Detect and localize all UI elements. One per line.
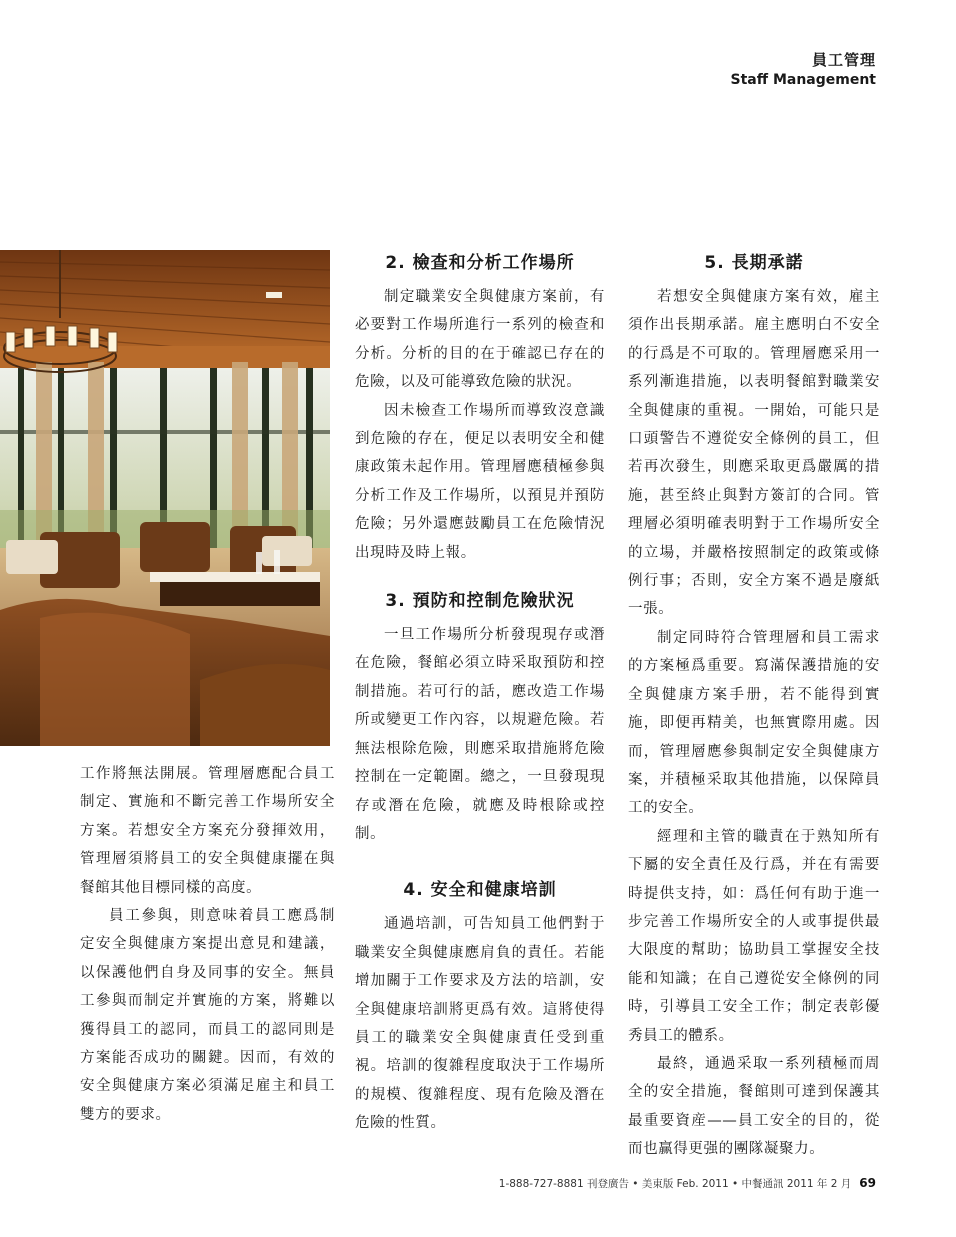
section-tag	[731, 50, 877, 90]
page-number: 69	[859, 1176, 876, 1190]
paragraph: 制定同時符合管理層和員工需求的方案極爲重要。寫滿保護措施的安全與健康方案手册，若不能得到實施，即便再精美，也無實際用處。因而，管理層應參與制定安全與健康方案，并積極采取其他措施，以保障員工的安全。	[628, 629, 880, 817]
section-title-zh: 員工管理	[811, 51, 876, 69]
paragraph: 制定職業安全與健康方案前，有必要對工作場所進行一系列的檢查和分析。分析的目的在于確認已存在的危險，以及可能導致危險的狀況。	[355, 289, 605, 391]
paragraph: 若想安全與健康方案有效，雇主須作出長期承諾。雇主應明白不安全的行爲是不可取的。管理層應采用一系列漸進措施，以表明餐館對職業安全與健康的重視。一開始，可能只是口頭警告不遵從安全條例的員工，但若再次發生，則應采取更爲嚴厲的措施，甚至終止與對方簽訂的合同。管理層必須明確表明對于工作場所安全的立場，并嚴格按照制定的政策或條例行事；否則，安全方案不過是廢紙一張。	[628, 289, 880, 618]
paragraph: 經理和主管的職責在于熟知所有下屬的安全責任及行爲，并在有需要時提供支持，如：爲任何有助于進一步完善工作場所安全的人或事提供最大限度的幫助；協助員工掌握安全技能和知識；在自己遵從安全條例的同時，引導員工安全工作；制定表彰優秀員工的體系。	[628, 828, 880, 1044]
right-column	[628, 243, 880, 1164]
heading-section-5: 5. 長期承諾	[704, 253, 804, 273]
footer-text: 1-888-727-8881 刊登廣告 • 美東版 Feb. 2011 • 中餐通訊 2011 年 2 月	[498, 1178, 852, 1190]
section-title-en: Staff Management	[730, 72, 876, 88]
heading-section-2: 2. 檢查和分析工作場所	[385, 253, 575, 273]
middle-column	[355, 243, 605, 1138]
paragraph: 員工參與，則意味着員工應爲制定安全與健康方案提出意見和建議，以保護他們自身及同事的安全。無員工參與而制定并實施的方案，將難以獲得員工的認同，而員工的認同則是方案能否成功的關鍵。因而，有效的安全與健康方案必須滿足雇主和員工雙方的要求。	[80, 908, 335, 1123]
left-column	[80, 760, 335, 1129]
paragraph: 最終，通過采取一系列積極而周全的安全措施，餐館則可達到保護其最重要資産——員工安全的目的，從而也赢得更强的團隊凝聚力。	[628, 1055, 880, 1158]
restaurant-photo	[0, 250, 330, 746]
heading-section-4: 4. 安全和健康培訓	[403, 880, 557, 901]
paragraph: 通過培訓，可告知員工他們對于職業安全與健康應肩負的責任。若能增加關于工作要求及方法的培訓，安全與健康培訓將更爲有效。這將使得員工的職業安全與健康責任受到重視。培訓的復雜程度取決于工作場所的規模、復雜程度、現有危險及潛在危險的性質。	[355, 916, 605, 1132]
paragraph: 工作將無法開展。管理層應配合員工制定、實施和不斷完善工作場所安全方案。若想安全方案充分發揮效用，管理層須將員工的安全與健康擺在與餐館其他目標同樣的高度。	[80, 766, 335, 896]
heading-section-3: 3. 預防和控制危險狀況	[385, 591, 575, 612]
paragraph: 一旦工作場所分析發現現存或潛在危險，餐館必須立時采取預防和控制措施。若可行的話，應改造工作場所或變更工作內容，以規避危險。若無法根除危險，則應采取措施將危險控制在一定範圍。總之，一旦發現現存或潛在危險，就應及時根除或控制。	[355, 627, 605, 842]
page-footer	[499, 1176, 876, 1191]
paragraph: 因未檢查工作場所而導致沒意識到危險的存在，便足以表明安全和健康政策未起作用。管理層應積極參與分析工作及工作場所，以預見并預防危險；另外還應鼓勵員工在危險情況出現時及時上報。	[355, 402, 605, 561]
